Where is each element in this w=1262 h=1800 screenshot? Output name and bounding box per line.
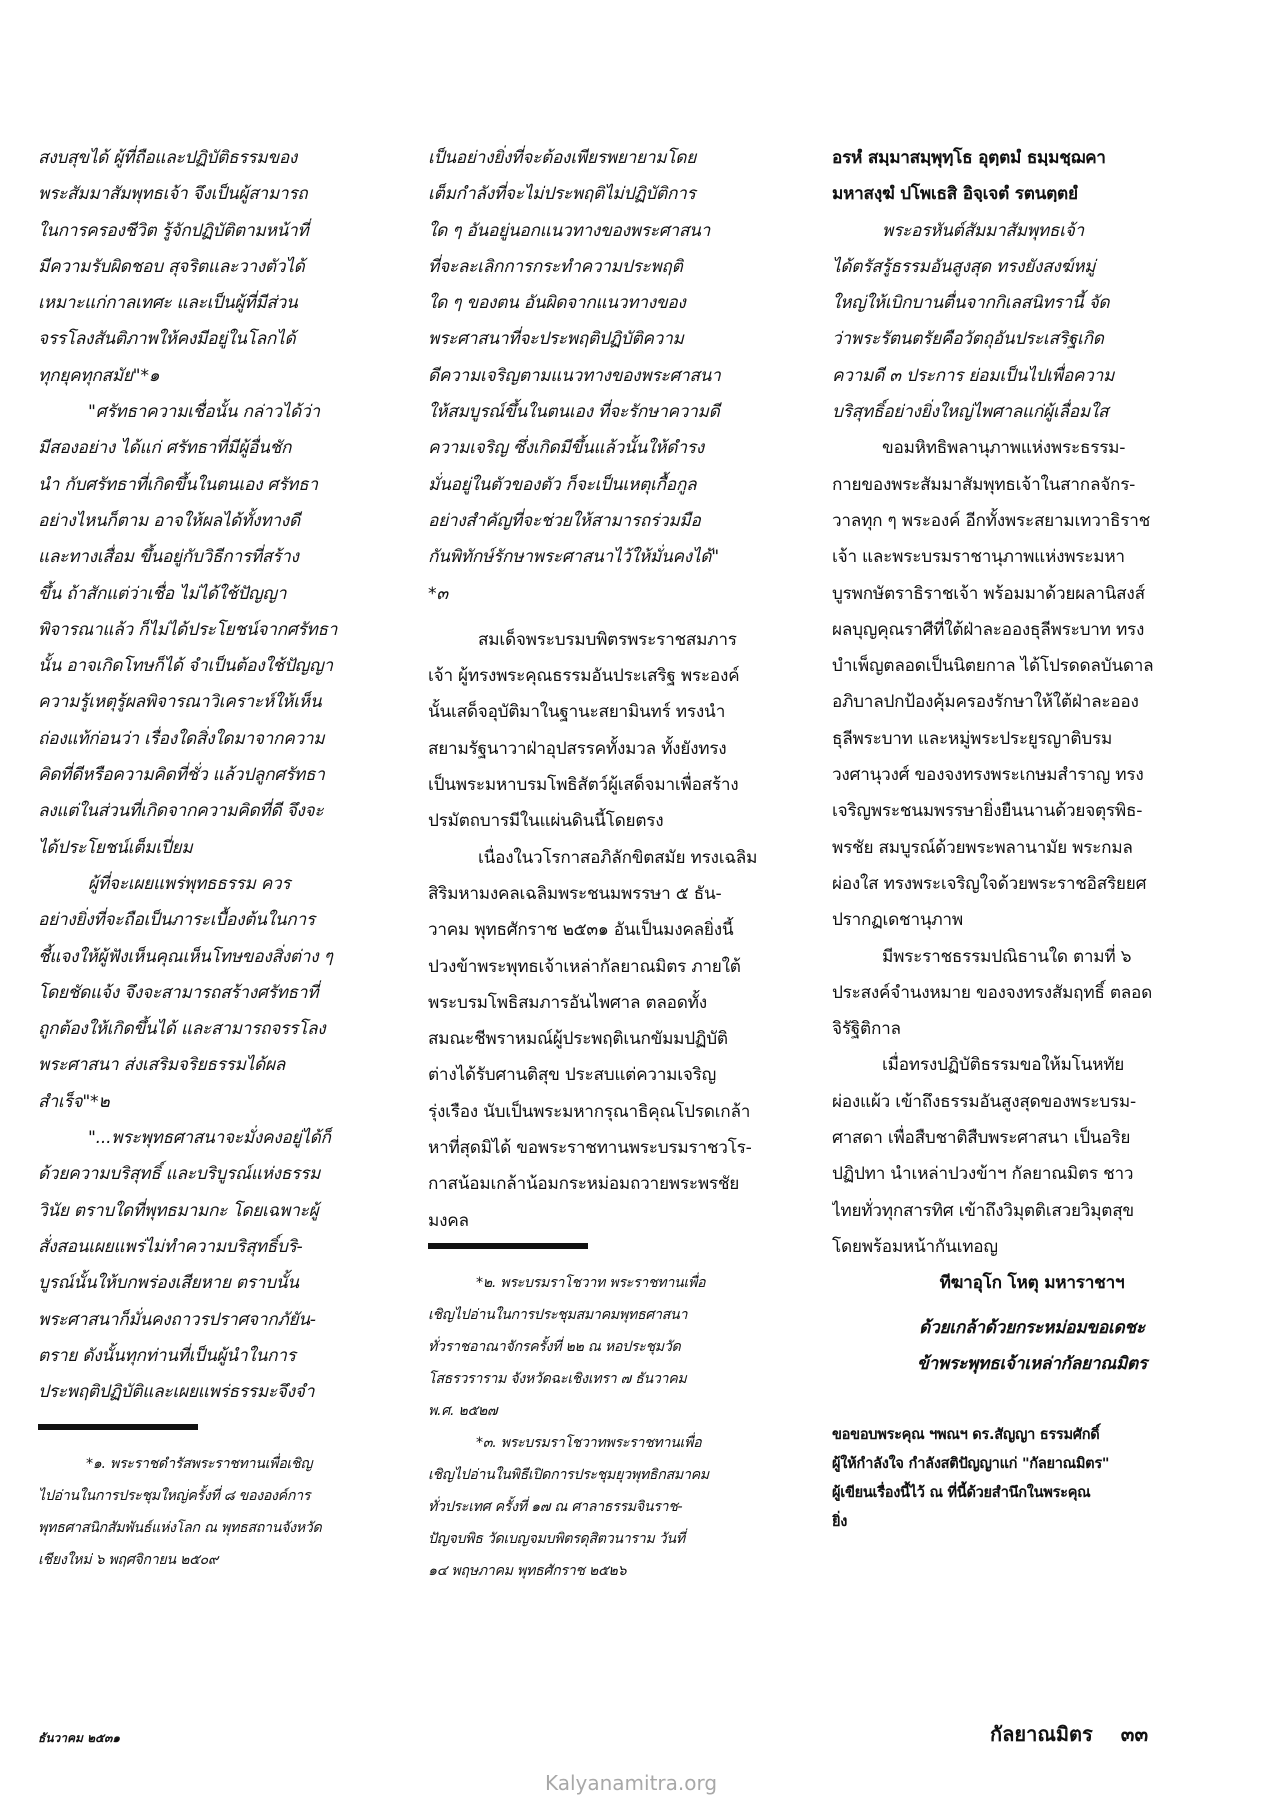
text-line: ด้วยความบริสุทธิ์ และบริบูรณ์แห่งธรรม [38, 1164, 321, 1185]
text-line: พระอรหันต์สัมมาสัมพุทธเจ้า [882, 220, 1084, 241]
acknowledgement-line: ผู้เขียนเรื่องนี้ไว้ ณ ที่นี้ด้วยสำนึกในพระคุณ [832, 1484, 1091, 1502]
text-line: เนื่องในวโรกาสอภิลักขิตสมัย ทรงเฉลิม [478, 847, 758, 868]
text-line: กายของพระสัมมาสัมพุทธเจ้าในสากลจักร- [832, 474, 1136, 495]
text-line: สมเด็จพระบรมบพิตรพระราชสมภาร [478, 629, 737, 650]
text-line: ลงแต่ในส่วนที่เกิดจากความคิดที่ดี จึงจะ [38, 801, 324, 822]
footnote-line: พุทธศาสนิกสัมพันธ์แห่งโลก ณ พุทธสถานจังหวัด [38, 1520, 322, 1537]
closing-signature: ข้าพระพุทธเจ้าเหล่ากัลยาณมิตร [917, 1353, 1147, 1374]
footnote-separator [428, 1243, 588, 1249]
text-line: อย่างสำคัญที่จะช่วยให้สามารถร่วมมือ [428, 510, 701, 531]
text-line: ต่างได้รับศานติสุข ประสบแต่ความเจริญ [428, 1065, 717, 1086]
footnote-line: โสธรวราราม จังหวัดฉะเชิงเทรา ๗ ธันวาคม [428, 1370, 687, 1387]
acknowledgement-line: ยิ่ง [832, 1513, 848, 1531]
text-line: จิรัฐิติกาล [832, 1019, 901, 1040]
text-line: กาสน้อมเกล้าน้อมกระหม่อมถวายพระพรชัย [428, 1174, 740, 1195]
text-line: รุ่งเรือง นับเป็นพระมหากรุณาธิคุณโปรดเกล้า [428, 1101, 751, 1122]
footnote-line: เชิญไปอ่านในพิธีเปิดการประชุมยุวพุทธิกสมาคม [428, 1466, 709, 1483]
text-line: อย่างไหนก็ตาม อาจให้ผลได้ทั้งทางดี [38, 510, 300, 531]
text-line: ถ่องแท้ก่อนว่า เรื่องใดสิ่งใดมาจากความ [38, 728, 325, 749]
text-line: ได้ตรัสรู้ธรรมอันสูงสุด ทรงยังสงฆ์หมู่ [832, 256, 1096, 277]
text-line: สยามรัฐนาวาฝ่าอุปสรรคทั้งมวล ทั้งยังทรง [428, 738, 727, 759]
text-line: ให้สมบูรณ์ขึ้นในตนเอง ที่จะรักษาความดี [428, 402, 720, 423]
text-line: มงคล [428, 1210, 469, 1231]
text-line: สงบสุขได้ ผู้ที่ถือและปฏิบัติธรรมของ [38, 148, 298, 168]
footnote-line: ทั่วประเทศ ครั้งที่ ๑๗ ณ ศาลาธรรมจินราช- [428, 1498, 683, 1515]
text-line: และทางเสื่อม ขึ้นอยู่กับวิธีการที่สร้าง [38, 547, 299, 568]
text-line: ความดี ๓ ประการ ย่อมเป็นไปเพื่อความ [832, 365, 1115, 386]
text-line: ที่จะละเลิกการกระทำความประพฤติ [428, 256, 683, 277]
text-line: ศาสดา เพื่อสืบชาติสืบพระศาสนา เป็นอริย [832, 1128, 1131, 1149]
text-column-left [38, 140, 393, 1576]
text-line: เป็นพระมหาบรมโพธิสัตว์ผู้เสด็จมาเพื่อสร้าง [428, 775, 739, 796]
text-line: สมณะชีพราหมณ์ผู้ประพฤติเนกขัมมปฏิบัติ [428, 1029, 728, 1050]
footnote-line: เชิญไปอ่านในการประชุมสมาคมพุทธศาสนา [428, 1306, 688, 1323]
text-line: ได้ประโยชน์เต็มเปี่ยม [38, 837, 193, 858]
text-line: อภิบาลปกป้องคุ้มครองรักษาให้ใต้ฝ่าละออง [832, 692, 1139, 713]
footnote-line: ไปอ่านในการประชุมใหญ่ครั้งที่ ๘ ขององค์การ [38, 1488, 311, 1505]
text-line: โดยชัดแจ้ง จึงจะสามารถสร้างศรัทธาที่ [38, 982, 319, 1003]
issue-date: ธันวาคม ๒๕๓๑ [38, 1731, 120, 1745]
text-line: เต็มกำลังที่จะไม่ประพฤติไม่ปฏิบัติการ [428, 184, 696, 205]
text-line: พระสัมมาสัมพุทธเจ้า จึงเป็นผู้สามารถ [38, 184, 308, 205]
text-column-right [832, 140, 1232, 1536]
text-line: ตราย ดังนั้นทุกท่านที่เป็นผู้นำในการ [38, 1345, 296, 1366]
text-line: ขึ้น ถ้าสักแต่ว่าเชื่อ ไม่ได้ใช้ปัญญา [38, 583, 287, 604]
text-line: พระบรมโพธิสมภารอันไพศาล ตลอดทั้ง [428, 992, 707, 1013]
text-line: ในการครองชีวิต รู้จักปฏิบัติตามหน้าที่ [38, 220, 309, 241]
text-line: เมื่อทรงปฏิบัติธรรมขอให้มโนหทัย [882, 1055, 1125, 1076]
text-line: มีความรับผิดชอบ สุจริตและวางตัวได้ [38, 256, 305, 277]
text-line: ว่าพระรัตนตรัยคือวัตถุอันประเสริฐเกิด [832, 329, 1104, 350]
text-line: ปรมัตถบารมีในแผ่นดินนี้โดยตรง [428, 811, 664, 832]
text-line: บริสุทธิ์อย่างยิ่งใหญ่ไพศาลแก่ผู้เลื่อมใส [832, 402, 1109, 423]
text-line: มีพระราชธรรมปณิธานใด ตามที่ ๖ [882, 946, 1132, 967]
text-line: วาลทุก ๆ พระองค์ อีกทั้งพระสยามเทวาธิราช [832, 510, 1151, 531]
text-column-middle [428, 140, 783, 1587]
text-line: มีสองอย่าง ได้แก่ ศรัทธาที่มีผู้อื่นชัก [38, 438, 292, 459]
footnote-line: *๓. พระบรมราโชวาทพระราชทานเพื่อ [476, 1434, 702, 1451]
closing-salutation: ด้วยเกล้าด้วยกระหม่อมขอเดชะ [919, 1317, 1145, 1338]
acknowledgement-line: ขอขอบพระคุณ ฯพณฯ ดร.สัญญา ธรรมศักดิ์ [832, 1426, 1100, 1444]
text-line: ผ่องแผ้ว เข้าถึงธรรมอันสูงสุดของพระบรม- [832, 1091, 1136, 1112]
text-line: ประสงค์จำนงหมาย ของจงทรงสัมฤทธิ์ ตลอด [832, 982, 1153, 1003]
text-line: ผู้ที่จะเผยแพร่พุทธธรรม ควร [88, 873, 291, 894]
text-line: ปวงข้าพระพุทธเจ้าเหล่ากัลยาณมิตร ภายใต้ [428, 956, 741, 977]
acknowledgement-line: ผู้ให้กำลังใจ กำลังสติปัญญาแก่ "กัลยาณมิตร" [832, 1455, 1110, 1473]
text-line: บูรพกษัตราธิราชเจ้า พร้อมมาด้วยผลานิสงส์ [832, 583, 1145, 604]
text-line: บำเพ็ญตลอดเป็นนิตยกาล ได้โปรดดลบันดาล [832, 656, 1154, 677]
text-line: โดยพร้อมหน้ากันเทอญ [832, 1236, 998, 1257]
text-line: วินัย ตราบใดที่พุทธมามกะ โดยเฉพาะผู้ [38, 1200, 319, 1221]
text-line: สั่งสอนเผยแพร่ไม่ทำความบริสุทธิ์บริ- [38, 1236, 303, 1257]
text-line: กันพิทักษ์รักษาพระศาสนาไว้ให้มั่นคงได้" [428, 547, 719, 568]
footnote-line: *๒. พระบรมราโชวาท พระราชทานเพื่อ [476, 1274, 706, 1291]
footnote-line: ปัญจบพิธ วัดเบญจมบพิตรดุสิตวนาราม วันที่ [428, 1530, 685, 1547]
pali-verse-line: มหาสงฺฆํ ปโพเธสิ อิจฺเจตํ รตนตฺตยํ [832, 184, 1078, 205]
text-line: สิริมหามงคลเฉลิมพระชนมพรรษา ๕ ธัน- [428, 883, 722, 904]
text-line: ปรากฏเดชานุภาพ [832, 910, 963, 931]
text-line: สำเร็จ"*๒ [38, 1091, 110, 1112]
text-line: เจ้า และพระบรมราชานุภาพแห่งพระมหา [832, 547, 1125, 568]
text-line: ไทยทั่วทุกสารทิศ เข้าถึงวิมุตติเสวยวิมุตสุข [832, 1200, 1134, 1221]
text-line: ถูกต้องให้เกิดขึ้นได้ และสามารถจรรโลง [38, 1019, 326, 1040]
text-line: นั้น อาจเกิดโทษก็ได้ จำเป็นต้องใช้ปัญญา [38, 656, 333, 677]
text-line: ดีความเจริญตามแนวทางของพระศาสนา [428, 365, 721, 386]
footnote-separator [38, 1424, 198, 1430]
text-line: ผลบุญคุณราศีที่ใต้ฝ่าละอองธุลีพระบาท ทรง [832, 619, 1145, 640]
text-line: พรชัย สมบูรณ์ด้วยพระพลานามัย พระกมล [832, 837, 1133, 858]
footnote-line: ทั่วราชอาณาจักรครั้งที่ ๒๒ ณ หอประชุมวัด [428, 1338, 681, 1355]
text-line: ปฏิปทา นำเหล่าปวงข้าฯ กัลยาณมิตร ชาว [832, 1164, 1134, 1185]
royal-blessing: ทีฆาอุโก โหตุ มหาราชาฯ [939, 1273, 1125, 1294]
text-line: นำ กับศรัทธาที่เกิดขึ้นในตนเอง ศรัทธา [38, 474, 318, 495]
text-line: "ศรัทธาความเชื่อนั้น กล่าวได้ว่า [88, 402, 320, 423]
text-line: ใด ๆ ของตน อันผิดจากแนวทางของ [428, 293, 686, 314]
text-line: นั้นเสด็จอุบัติมาในฐานะสยามินทร์ ทรงนำ [428, 702, 726, 723]
text-line: "...พระพุทธศาสนาจะมั่งคงอยู่ได้ก็ [88, 1128, 331, 1149]
footnote-line: พ.ศ. ๒๕๒๗ [428, 1402, 498, 1419]
text-line: คิดที่ดีหรือความคิดที่ชั่ว แล้วปลูกศรัทธา [38, 765, 325, 786]
watermark: Kalyanamitra.org [544, 1771, 718, 1795]
text-line: ขอมหิทธิพลานุภาพแห่งพระธรรม- [882, 438, 1126, 459]
text-line: มั่นอยู่ในตัวของตัว ก็จะเป็นเหตุเกื้อกูล [428, 474, 697, 495]
magazine-name: กัลยาณมิตร [990, 1722, 1093, 1746]
text-line: พระศาสนาก็มั่นคงถาวรปราศจากภัยัน- [38, 1309, 316, 1330]
text-line: ใหญ่ให้เบิกบานตื่นจากกิเลสนิทรานี้ จัด [832, 293, 1110, 314]
text-line: ชี้แจงให้ผู้ฟังเห็นคุณเห็นโทษของสิ่งต่าง ๆ [38, 946, 333, 967]
text-line: *๓ [428, 583, 448, 604]
text-line: วงศานุวงศ์ ของจงทรงพระเกษมสำราญ ทรง [832, 765, 1144, 786]
page-number: ๓๓ [1120, 1722, 1149, 1746]
text-line: ทุกยุคทุกสมัย"*๑ [38, 365, 160, 386]
text-line: อย่างยิ่งที่จะถือเป็นภาระเบื้องต้นในการ [38, 910, 315, 931]
footnote-line: ๑๔ พฤษภาคม พุทธศักราช ๒๕๒๖ [428, 1562, 627, 1579]
footnote-line: *๑. พระราชดำรัสพระราชทานเพื่อเชิญ [86, 1456, 313, 1473]
page-footer [990, 1718, 1148, 1750]
footnote-line: เชียงใหม่ ๖ พฤศจิกายน ๒๕๐๙ [38, 1552, 218, 1569]
text-line: พระศาสนา ส่งเสริมจริยธรรมได้ผล [38, 1055, 286, 1076]
text-line: ผ่องใส ทรงพระเจริญใจด้วยพระราชอิสริยยศ [832, 873, 1147, 894]
text-line: หาที่สุดมิได้ ขอพระราชทานพระบรมราชวโร- [428, 1138, 752, 1159]
text-line: ประพฤติปฏิบัติและเผยแพร่ธรรมะจึงจำ [38, 1382, 315, 1403]
text-line: ใด ๆ อันอยู่นอกแนวทางของพระศาสนา [428, 220, 710, 241]
text-line: เจ้า ผู้ทรงพระคุณธรรมอันประเสริฐ พระองค์ [428, 666, 740, 687]
text-line: ธุลีพระบาท และหมู่พระประยูรญาติบรม [832, 728, 1113, 749]
pali-verse-line: อรหํ สมฺมาสมฺพุทฺโธ อุตฺตมํ ธมฺมชฺฌคา [832, 148, 1106, 168]
text-line: เหมาะแก่กาลเทศะ และเป็นผู้ที่มีส่วน [38, 293, 298, 314]
text-line: เจริญพระชนมพรรษายิ่งยืนนานด้วยจตุรพิธ- [832, 801, 1143, 822]
text-line: พระศาสนาที่จะประพฤติปฏิบัติความ [428, 329, 684, 350]
text-line: วาคม พุทธศักราช ๒๕๓๑ อันเป็นมงคลยิ่งนี้ [428, 920, 734, 941]
text-line: พิจารณาแล้ว ก็ไม่ได้ประโยชน์จากศรัทธา [38, 619, 338, 640]
text-line: จรรโลงสันติภาพให้คงมีอยู่ในโลกได้ [38, 329, 296, 350]
text-line: เป็นอย่างยิ่งที่จะต้องเพียรพยายามโดย [428, 148, 697, 168]
text-line: บูรณ์นั้นให้บกพร่องเสียหาย ตราบนั้น [38, 1273, 299, 1294]
text-line: ความรู้เหตุรู้ผลพิจารณาวิเคราะห์ให้เห็น [38, 692, 322, 713]
text-line: ความเจริญ ซึ่งเกิดมีขึ้นแล้วนั้นให้ดำรง [428, 438, 704, 459]
